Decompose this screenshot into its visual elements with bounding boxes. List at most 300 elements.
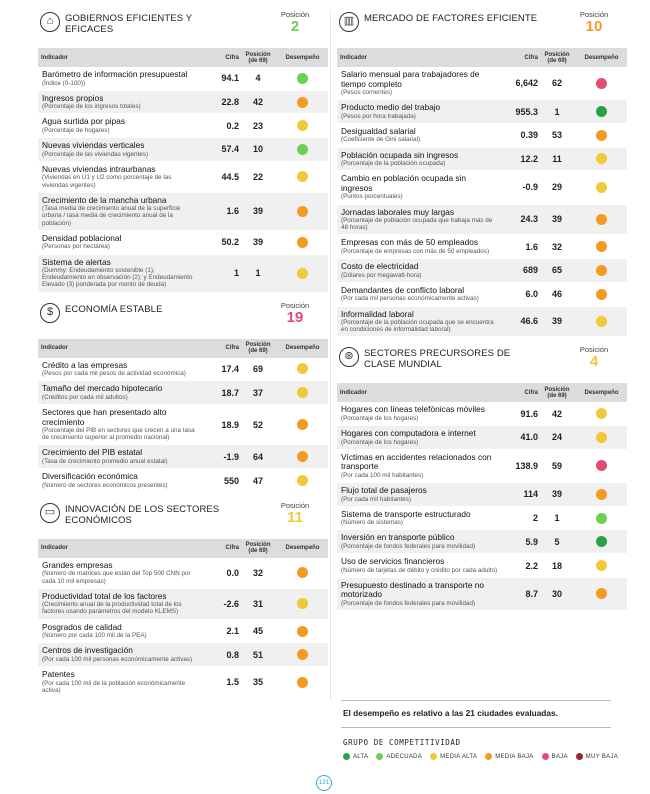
performance-cell xyxy=(277,419,328,430)
cifra-value: 2 xyxy=(532,513,538,524)
legend-label: ALTA xyxy=(353,753,369,760)
table-row xyxy=(38,469,328,493)
indicator-cell xyxy=(38,405,203,444)
legend-label: MEDIA ALTA xyxy=(440,753,478,760)
indicator-name: Población ocupada sin ingresos xyxy=(341,149,459,160)
position-value-cell: 42 xyxy=(252,97,263,108)
indicator-unit: (Dólares por megawatt-hora) xyxy=(341,271,422,279)
performance-cell xyxy=(576,265,627,276)
table-header xyxy=(337,383,627,402)
section-position xyxy=(569,10,619,35)
position-value-cell: 51 xyxy=(252,649,263,660)
indicator-unit: (Dummy: Endeudamiento sostenible (1); Endeudamiento en observación (2); y Endeudamiento Elevado (3) ponderada por monto de deuda) xyxy=(42,267,193,289)
cifra-value: 8.7 xyxy=(525,588,538,599)
table-row xyxy=(337,259,627,283)
position-value-cell: 30 xyxy=(551,588,562,599)
table-row xyxy=(337,283,627,307)
indicator-name: Densidad poblacional xyxy=(42,232,122,243)
indicator-unit: (Viviendas en U1 y U2 como porcentaje de las viviendas vigentes) xyxy=(42,174,172,189)
header-posicion-label: Posición xyxy=(544,51,570,58)
indicator-unit: (Número por cada 100 mil de la PEA) xyxy=(42,632,147,640)
performance-dot-icon xyxy=(297,567,308,578)
performance-cell xyxy=(576,289,627,300)
left-column xyxy=(38,10,328,706)
position-value-cell: 29 xyxy=(551,182,562,193)
performance-cell xyxy=(277,387,328,398)
table-header xyxy=(337,48,627,67)
indicator-unit: (Por cada mil habitantes) xyxy=(341,495,411,503)
performance-cell xyxy=(277,206,328,217)
indicator-cell xyxy=(38,255,203,292)
section-header xyxy=(337,10,627,44)
indicator-cell xyxy=(337,450,502,482)
header-desempeno: Desempeño xyxy=(285,54,320,61)
indicator-cell xyxy=(38,469,203,492)
cifra-value: -0.9 xyxy=(522,182,538,193)
performance-dot-icon xyxy=(297,598,308,609)
indicator-cell xyxy=(337,554,502,577)
indicator-name: Empresas con más de 50 empleados xyxy=(341,237,478,248)
indicator-name: Salario mensual para trabajadores de tiempo completo xyxy=(341,69,480,89)
performance-dot-icon xyxy=(596,130,607,141)
position-value-cell: 23 xyxy=(252,120,263,131)
section-header xyxy=(337,345,627,379)
indicator-cell xyxy=(38,162,203,192)
performance-cell xyxy=(576,408,627,419)
indicator-cell xyxy=(337,205,502,235)
table-row xyxy=(38,255,328,293)
table-row xyxy=(38,667,328,698)
legend-label: MEDIA BAJA xyxy=(495,753,534,760)
cifra-value: 22.8 xyxy=(221,97,239,108)
cifra-value: 57.4 xyxy=(221,144,239,155)
cifra-value: -1.9 xyxy=(223,451,239,462)
indicator-unit: (Personas por hectárea) xyxy=(42,243,110,251)
legend-dot-icon xyxy=(542,753,549,760)
section-innovacion xyxy=(38,501,328,698)
performance-dot-icon xyxy=(596,460,607,471)
indicator-unit: (Tasa de crecimiento promedio anual estatal) xyxy=(42,457,168,465)
table-row xyxy=(38,358,328,382)
cifra-value: 17.4 xyxy=(221,363,239,374)
section-economia xyxy=(38,301,328,493)
cifra-value: 18.9 xyxy=(221,419,239,430)
indicator-unit: (Porcentaje de hogares) xyxy=(42,126,110,134)
table-row xyxy=(38,162,328,193)
header-posicion-de69: (de 69) xyxy=(547,392,567,399)
table-row xyxy=(38,620,328,644)
indicator-cell xyxy=(337,283,502,306)
performance-cell xyxy=(277,677,328,688)
performance-dot-icon xyxy=(596,536,607,547)
performance-cell xyxy=(576,106,627,117)
table-row xyxy=(38,445,328,469)
table-row xyxy=(337,124,627,148)
header-indicador: Indicador xyxy=(41,345,69,352)
indicator-cell xyxy=(337,483,502,506)
cifra-value: 1.6 xyxy=(525,241,538,252)
header-posicion xyxy=(239,542,277,554)
section-title: ECONOMÍA ESTABLE xyxy=(65,303,163,315)
performance-cell xyxy=(576,560,627,571)
indicator-cell xyxy=(38,114,203,137)
performance-dot-icon xyxy=(596,489,607,500)
legend-item xyxy=(343,753,368,760)
indicator-unit: (Porcentaje del PIB en sectores que crecen a una tasa de crecimiento superior al promedio nacional) xyxy=(42,427,195,442)
column-divider xyxy=(330,10,331,700)
indicator-cell xyxy=(337,124,502,147)
header-cifra: Cifra xyxy=(524,389,538,396)
indicator-name: Producto medio del trabajo xyxy=(341,102,441,113)
indicator-cell xyxy=(38,138,203,161)
position-value-cell: 64 xyxy=(252,451,263,462)
table-row xyxy=(337,483,627,507)
table-row xyxy=(38,138,328,162)
performance-dot-icon xyxy=(596,289,607,300)
indicator-unit: (Créditos por cada mil adultos) xyxy=(42,393,128,401)
indicator-unit: (Porcentaje de la población ocupada) xyxy=(341,160,446,168)
position-value-cell: 32 xyxy=(551,241,562,252)
indicator-name: Víctimas en accidentes relacionados con transporte xyxy=(341,451,492,472)
table-row xyxy=(337,100,627,124)
performance-dot-icon xyxy=(596,153,607,164)
indicator-unit: (Por cada 100 mil personas económicamente activas) xyxy=(42,655,193,663)
indicator-name: Presupuesto destinado a transporte no motorizado xyxy=(341,579,484,600)
indicator-name: Grandes empresas xyxy=(42,559,113,570)
table-row xyxy=(38,114,328,138)
section-title: GOBIERNOS EFICIENTES Y EFICACES xyxy=(65,13,192,35)
indicator-name: Inversión en transporte público xyxy=(341,532,455,543)
performance-dot-icon xyxy=(596,432,607,443)
indicator-name: Informalidad laboral xyxy=(341,308,414,319)
header-desempeno: Desempeño xyxy=(584,54,619,61)
header-indicador: Indicador xyxy=(41,545,69,552)
header-posicion-de69: (de 69) xyxy=(248,57,268,64)
legend-item xyxy=(485,753,533,760)
indicator-name: Desigualdad salarial xyxy=(341,125,416,136)
indicator-name: Posgrados de calidad xyxy=(42,621,122,632)
performance-cell xyxy=(277,567,328,578)
performance-dot-icon xyxy=(596,316,607,327)
indicator-cell xyxy=(38,445,203,468)
indicator-unit: (Puntos porcentuales) xyxy=(341,193,403,201)
cifra-value: 12.2 xyxy=(520,153,538,164)
table-row xyxy=(337,554,627,578)
position-value-cell: 65 xyxy=(551,265,562,276)
indicator-unit: (Número de sistemas) xyxy=(341,519,403,527)
indicator-cell xyxy=(38,67,203,90)
legend-dot-icon xyxy=(576,753,583,760)
indicator-unit: (Porcentaje de las viviendas vigentes) xyxy=(42,150,149,158)
indicator-name: Crecimiento del PIB estatal xyxy=(42,447,143,458)
cifra-value: 50.2 xyxy=(221,237,239,248)
performance-cell xyxy=(576,78,627,89)
table-row xyxy=(38,231,328,255)
performance-dot-icon xyxy=(297,419,308,430)
performance-cell xyxy=(576,536,627,547)
cifra-value: 0.0 xyxy=(226,567,239,578)
performance-dot-icon xyxy=(596,78,607,89)
position-value-cell: 37 xyxy=(252,387,263,398)
position-value-cell: 22 xyxy=(252,171,263,182)
position-value-cell: 31 xyxy=(252,598,263,609)
performance-dot-icon xyxy=(297,649,308,660)
performance-cell xyxy=(277,626,328,637)
performance-dot-icon xyxy=(596,513,607,524)
position-value-cell: 1 xyxy=(255,268,261,279)
cifra-value: 114 xyxy=(523,489,538,500)
performance-cell xyxy=(277,363,328,374)
position-value-cell: 10 xyxy=(252,144,263,155)
right-column xyxy=(337,10,627,619)
performance-dot-icon xyxy=(297,206,308,217)
indicator-unit: (Por cada mil personas económicamente activas) xyxy=(341,295,479,303)
indicator-cell xyxy=(38,620,203,643)
performance-cell xyxy=(277,144,328,155)
legend-label: MUY BAJA xyxy=(585,753,619,760)
cifra-value: 46.6 xyxy=(520,316,538,327)
indicator-name: Flujo total de pasajeros xyxy=(341,485,427,496)
table-header xyxy=(38,539,328,558)
indicator-name: Centros de investigación xyxy=(42,645,133,656)
table-row xyxy=(38,193,328,231)
header-cifra: Cifra xyxy=(524,54,538,61)
performance-note: El desempeño es relativo a las 21 ciudades evaluadas. xyxy=(343,708,558,718)
indicator-cell xyxy=(337,426,502,449)
indicator-name: Diversificación económica xyxy=(42,471,138,482)
performance-cell xyxy=(277,598,328,609)
indicator-unit: (Número de tarjetas de débito y crédito por cada adulto) xyxy=(341,566,498,574)
position-value: 2 xyxy=(290,18,300,35)
indicator-unit: (Coeficiente de Gini salarial) xyxy=(341,136,421,144)
performance-dot-icon xyxy=(297,268,308,279)
position-value-cell: 39 xyxy=(551,489,562,500)
legend-dot-icon xyxy=(376,753,383,760)
position-value: 19 xyxy=(286,308,304,326)
cifra-value: 550 xyxy=(223,475,239,486)
indicator-cell xyxy=(337,148,502,171)
indicator-name: Nuevas viviendas verticales xyxy=(42,140,145,151)
position-value-cell: 69 xyxy=(252,363,263,374)
indicator-cell xyxy=(337,530,502,553)
position-value-cell: 62 xyxy=(551,78,562,89)
cifra-value: 94.1 xyxy=(221,73,239,84)
page-number: 131 xyxy=(316,775,332,791)
performance-dot-icon xyxy=(297,475,308,486)
section-title: SECTORES PRECURSORES DE CLASE MUNDIAL xyxy=(364,348,511,371)
section-position xyxy=(270,301,320,326)
performance-cell xyxy=(576,588,627,599)
table-row xyxy=(337,205,627,236)
table-row xyxy=(38,405,328,445)
position-value-cell: 5 xyxy=(554,536,560,547)
performance-cell xyxy=(277,475,328,486)
table-row xyxy=(337,426,627,450)
position-value-cell: 52 xyxy=(252,419,263,430)
header-posicion-label: Posición xyxy=(245,51,271,58)
performance-cell xyxy=(576,153,627,164)
position-value-cell: 45 xyxy=(252,626,263,637)
table-row xyxy=(337,450,627,483)
header-indicador: Indicador xyxy=(340,389,368,396)
performance-cell xyxy=(576,130,627,141)
performance-dot-icon xyxy=(297,73,308,84)
header-cifra: Cifra xyxy=(225,545,239,552)
table-row xyxy=(337,578,627,611)
performance-cell xyxy=(277,120,328,131)
indicator-cell xyxy=(38,358,203,381)
position-value-cell: 4 xyxy=(255,73,261,84)
legend-item xyxy=(576,753,618,760)
position-value: 4 xyxy=(589,353,599,371)
table-row xyxy=(38,67,328,91)
indicator-name: Tamaño del mercado hipotecario xyxy=(42,383,163,394)
indicator-name: Patentes xyxy=(42,669,75,680)
indicator-name: Sectores que han presentado alto crecimiento xyxy=(42,407,167,427)
indicator-name: Sistema de alertas xyxy=(42,256,111,267)
performance-cell xyxy=(277,237,328,248)
note-divider-bottom xyxy=(341,727,611,728)
position-value-cell: 46 xyxy=(551,289,562,300)
indicator-unit: (Porcentaje de población ocupada que trabaja más de 48 horas) xyxy=(341,217,493,232)
header-posicion-de69: (de 69) xyxy=(248,548,268,555)
table-row xyxy=(337,148,627,172)
performance-dot-icon xyxy=(297,451,308,462)
position-value: 11 xyxy=(287,508,303,526)
cifra-value: -2.6 xyxy=(223,598,239,609)
indicator-cell xyxy=(38,231,203,254)
cifra-value: 1.5 xyxy=(226,677,239,688)
performance-dot-icon xyxy=(297,626,308,637)
indicator-unit: (Pesos por cada mil pesos de actividad económica) xyxy=(42,370,186,378)
indicator-name: Hogares con computadora e internet xyxy=(341,428,476,439)
position-value-cell: 32 xyxy=(252,567,263,578)
section-header xyxy=(38,501,328,535)
header-posicion xyxy=(239,342,277,354)
legend-dot-icon xyxy=(485,753,492,760)
performance-dot-icon xyxy=(596,106,607,117)
section-header xyxy=(38,10,328,44)
cifra-value: 41.0 xyxy=(520,432,538,443)
indicator-unit: (Porcentaje de los hogares) xyxy=(341,414,419,422)
performance-dot-icon xyxy=(297,677,308,688)
table-row xyxy=(337,402,627,426)
legend-item xyxy=(376,753,422,760)
header-posicion xyxy=(538,387,576,399)
performance-cell xyxy=(576,460,627,471)
position-label: Posición xyxy=(280,500,310,510)
performance-cell xyxy=(576,489,627,500)
cifra-value: 6,642 xyxy=(515,78,538,89)
performance-dot-icon xyxy=(297,237,308,248)
position-value-cell: 11 xyxy=(552,153,562,164)
position-label: Posición xyxy=(579,10,609,19)
cifra-value: 0.2 xyxy=(226,120,239,131)
performance-dot-icon xyxy=(596,241,607,252)
performance-dot-icon xyxy=(596,588,607,599)
section-mercado xyxy=(337,10,627,337)
cifra-value: 0.8 xyxy=(226,649,239,660)
cifra-value: 18.7 xyxy=(221,387,239,398)
table-header xyxy=(38,339,328,358)
indicator-cell xyxy=(337,578,502,610)
position-value-cell: 39 xyxy=(551,316,562,327)
indicator-unit: (Pesos por hora trabajada) xyxy=(341,112,416,120)
indicator-unit: (Índice (0-100)) xyxy=(42,79,86,87)
legend-dot-icon xyxy=(430,753,437,760)
performance-dot-icon xyxy=(596,214,607,225)
legend-dot-icon xyxy=(343,753,350,760)
cifra-value: 1.6 xyxy=(226,206,239,217)
indicator-cell xyxy=(38,558,203,588)
legend-item xyxy=(542,753,568,760)
section-position xyxy=(270,501,320,526)
indicator-name: Costo de electricidad xyxy=(341,261,419,272)
indicator-unit: (Número de sectores económicos presentes) xyxy=(42,481,168,489)
position-value-cell: 39 xyxy=(252,237,263,248)
section-position xyxy=(569,345,619,370)
indicator-unit: (Porcentaje de la población ocupada que se encuentra en condiciones de informalidad laboral) xyxy=(341,319,494,334)
performance-cell xyxy=(277,73,328,84)
header-desempeno: Desempeño xyxy=(285,345,320,352)
indicator-name: Nuevas viviendas intraurbanas xyxy=(42,163,156,174)
header-indicador: Indicador xyxy=(340,54,368,61)
position-value: 10 xyxy=(585,18,603,35)
header-cifra: Cifra xyxy=(225,54,239,61)
indicator-unit: (Número de matrices que están del Top 500 CNN por cada 10 mil empresas) xyxy=(42,570,191,585)
antenna-icon: ⊛ xyxy=(339,347,359,367)
position-value-cell: 1 xyxy=(554,513,560,524)
section-title: MERCADO DE FACTORES EFICIENTE xyxy=(364,13,538,24)
performance-cell xyxy=(576,182,627,193)
indicator-cell xyxy=(38,589,203,619)
indicator-name: Crecimiento de la mancha urbana xyxy=(42,194,167,205)
table-row xyxy=(337,235,627,259)
cifra-value: 91.6 xyxy=(520,408,538,419)
position-value-cell: 53 xyxy=(551,130,562,141)
position-value-cell: 39 xyxy=(551,214,562,225)
table-row xyxy=(38,558,328,589)
performance-dot-icon xyxy=(596,182,607,193)
cifra-value: 2.1 xyxy=(226,626,239,637)
legend-item xyxy=(430,753,477,760)
indicator-name: Hogares con líneas telefónicas móviles xyxy=(341,404,485,415)
performance-cell xyxy=(277,451,328,462)
indicator-unit: (Crecimiento anual de la productividad total de los factores usando parámetros del modelo KLEMS) xyxy=(42,601,182,616)
indicator-unit: (Porcentaje de fondos federales para movilidad) xyxy=(341,542,476,550)
indicator-name: Jornadas laborales muy largas xyxy=(341,206,454,217)
indicator-name: Agua surtida por pipas xyxy=(42,116,126,127)
performance-dot-icon xyxy=(297,387,308,398)
indicator-unit: (Pesos corrientes) xyxy=(341,89,393,96)
header-posicion-label: Posición xyxy=(544,386,570,393)
indicator-name: Uso de servicios financieros xyxy=(341,556,445,567)
indicator-cell xyxy=(337,307,502,337)
performance-cell xyxy=(277,171,328,182)
table-row xyxy=(337,530,627,554)
indicator-cell xyxy=(337,507,502,530)
indicator-cell xyxy=(337,402,502,425)
indicator-cell xyxy=(337,67,502,99)
table-row xyxy=(38,381,328,405)
header-posicion-de69: (de 69) xyxy=(547,57,567,64)
performance-dot-icon xyxy=(297,171,308,182)
cifra-value: 2.2 xyxy=(525,560,538,571)
bank-icon: ⌂ xyxy=(40,12,60,32)
cifra-value: 138.9 xyxy=(515,460,538,471)
section-position xyxy=(270,10,320,35)
indicator-unit: (Tasa media de crecimiento anual de la superficie urbana / tasa media de crecimiento anual de la población) xyxy=(42,205,181,227)
